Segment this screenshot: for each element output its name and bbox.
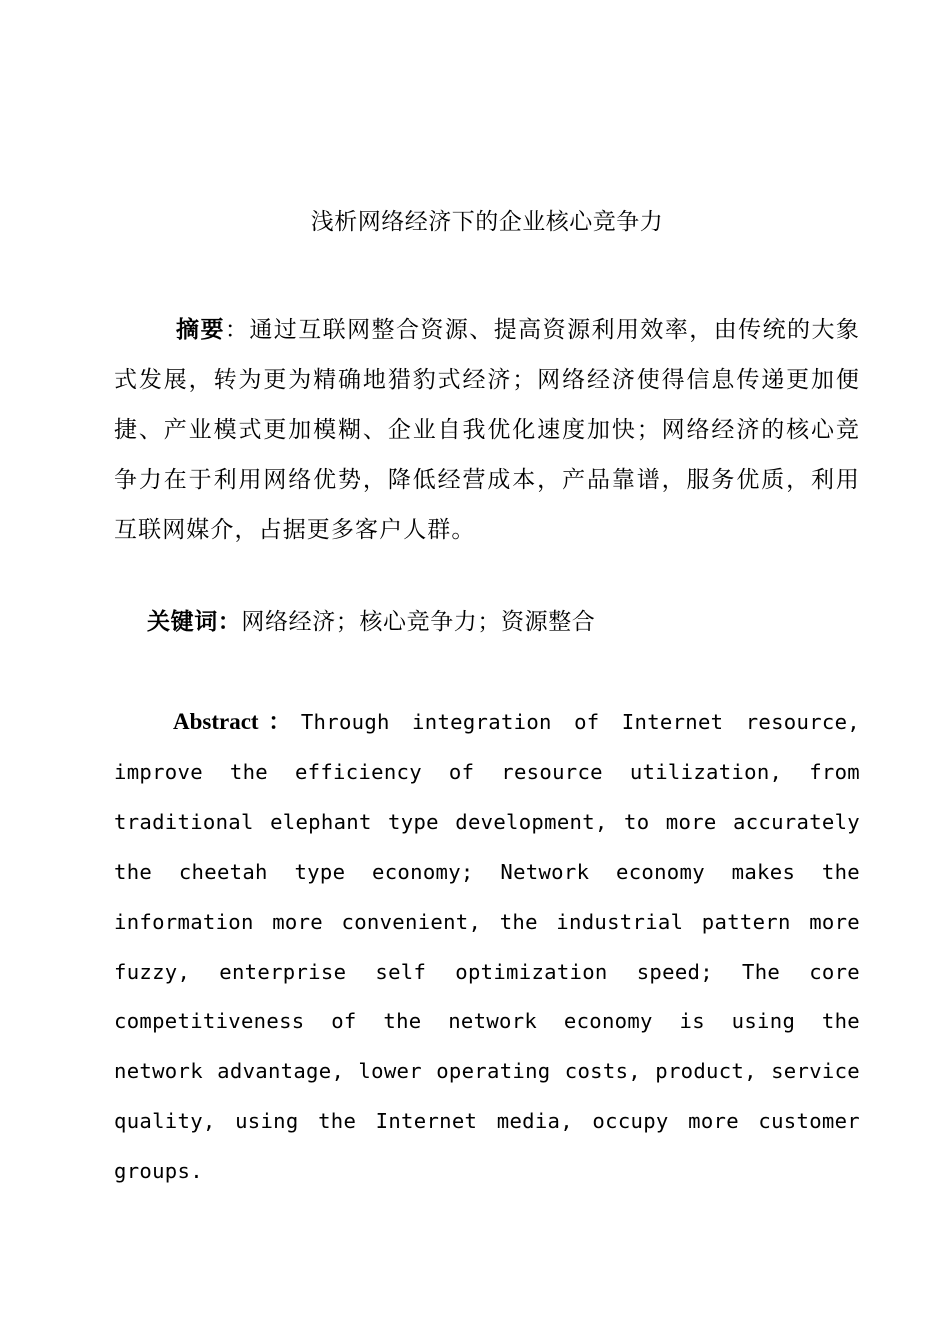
keywords-label: 关键词： [147,609,242,635]
keywords-line [147,600,847,644]
english-abstract-text: Through integration of Internet resource, improve the efficiency of resource utilization, from traditional elephant type development, to more accurately the cheetah type economy; Network economy makes the information more convenient, the industrial pattern more fuzzy, enterprise self optimization speed; The core competitiveness of the network economy is using the network advantage, lower operating costs, product, service quality, using the Internet media, occupy more customer groups. [114,710,860,1184]
chinese-abstract-separator: ： [224,317,250,343]
keywords-text: 网络经济；核心竞争力；资源整合 [241,609,596,635]
chinese-abstract-label: 摘要 [176,317,225,343]
english-abstract [114,697,860,1197]
document-title: 浅析网络经济下的企业核心竞争力 [310,209,664,235]
english-abstract-label: Abstract： [173,709,301,734]
chinese-abstract-text: 通过互联网整合资源、提高资源利用效率，由传统的大象式发展，转为更为精确地猎豹式经济；网络经济使得信息传递更加便捷、产业模式更加模糊、企业自我优化速度加快；网络经济的核心竞争力在于利用网络优势，降低经营成本，产品靠谱，服务优质，利用互联网媒介，占据更多客户人群。 [114,317,861,543]
chinese-abstract [114,305,860,555]
